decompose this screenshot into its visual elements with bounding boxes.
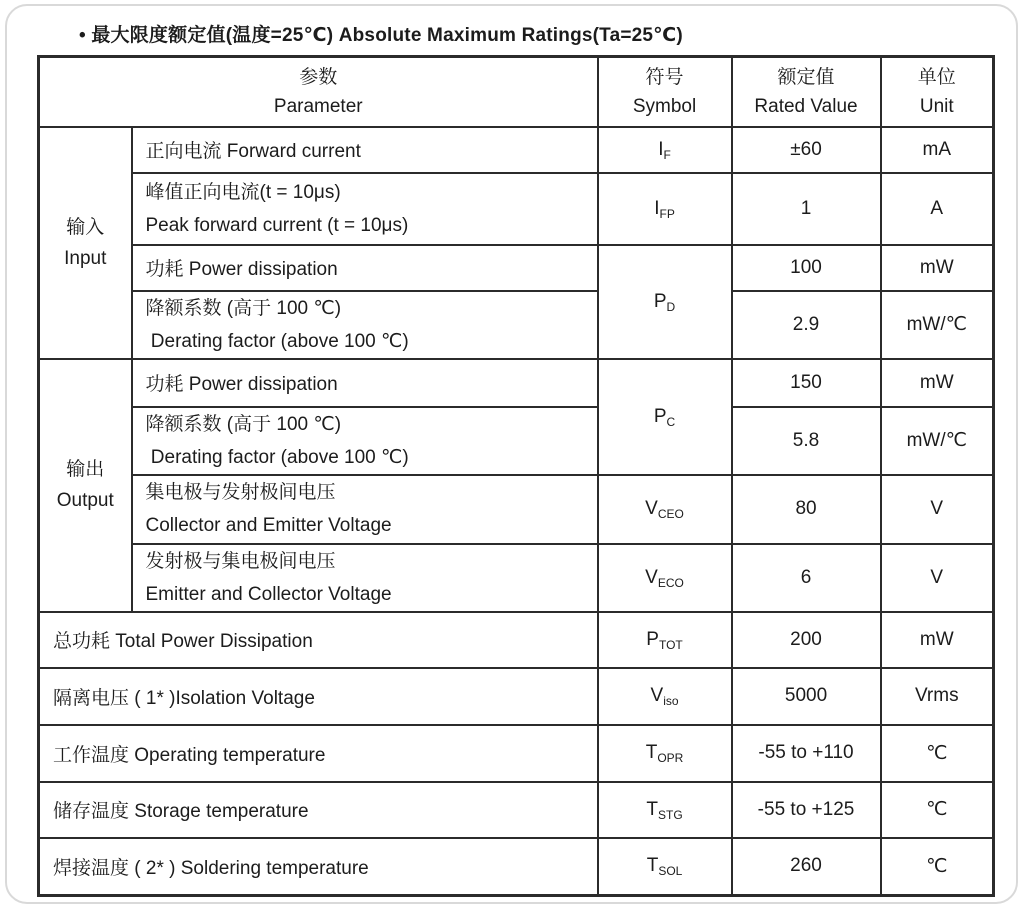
unit-cell: ℃ — [881, 782, 994, 838]
table-header-row — [39, 57, 994, 127]
symbol-subscript: FP — [659, 206, 675, 221]
unit-cell: mA — [881, 127, 994, 173]
symbol-subscript: TOT — [658, 637, 683, 652]
parameter-cell — [39, 782, 598, 838]
col-header-symbol-zh: 符号 — [645, 66, 684, 88]
table-row-input-derating-factor — [39, 291, 994, 359]
table-row-output-derating-factor — [39, 407, 994, 475]
symbol-subscript: SOL — [658, 864, 683, 879]
symbol-subscript: iso — [663, 694, 679, 708]
unit-cell: Vrms — [881, 668, 994, 725]
symbol-base: P — [653, 405, 667, 427]
symbol-cell — [598, 127, 732, 173]
parameter-cell — [39, 668, 598, 725]
unit-cell: ℃ — [881, 838, 994, 896]
unit-cell: mW/℃ — [881, 407, 994, 475]
parameter-text-zh: 降额系数 (高于 100 ℃) — [145, 413, 342, 435]
col-header-unit — [881, 57, 994, 127]
symbol-cell — [598, 668, 732, 725]
table-row-collector-emitter-voltage — [39, 475, 994, 544]
symbol-subscript: F — [663, 147, 671, 162]
symbol-base: P — [653, 290, 667, 312]
group-output-en: Output — [56, 490, 114, 511]
parameter-cell — [132, 359, 598, 407]
table-row-output-power-dissipation — [39, 359, 994, 407]
parameter-text: 隔离电压 ( 1* )Isolation Voltage — [53, 687, 315, 709]
unit-cell: mW — [881, 245, 994, 291]
parameter-text-zh: 发射极与集电极间电压 — [145, 550, 336, 572]
parameter-text: 正向电流 Forward current — [145, 141, 361, 162]
parameter-text-zh: 降额系数 (高于 100 ℃) — [145, 297, 342, 319]
col-header-parameter — [39, 57, 598, 127]
rated-value-cell: 6 — [732, 544, 881, 612]
parameter-cell — [132, 291, 598, 359]
symbol-subscript: ECO — [657, 575, 684, 590]
unit-cell: ℃ — [881, 725, 994, 782]
datasheet-card — [5, 4, 1018, 904]
rated-value-cell: -55 to +110 — [732, 725, 881, 782]
parameter-text-en: Derating factor (above 100 ℃) — [145, 446, 409, 468]
rated-value-cell: 5.8 — [732, 407, 881, 475]
symbol-base: T — [646, 798, 658, 820]
parameter-text: 总功耗 Total Power Dissipation — [53, 631, 313, 652]
parameter-text-en: Collector and Emitter Voltage — [145, 515, 392, 536]
symbol-base: T — [645, 742, 658, 763]
parameter-text-zh: 集电极与发射极间电压 — [145, 482, 336, 503]
col-header-unit-zh: 单位 — [917, 66, 956, 88]
col-header-unit-en: Unit — [919, 95, 954, 117]
symbol-base: T — [646, 855, 659, 877]
rated-value-cell: 80 — [732, 475, 881, 544]
table-row-input-power-dissipation — [39, 245, 994, 291]
symbol-subscript: OPR — [657, 751, 684, 765]
symbol-cell — [598, 725, 732, 782]
parameter-cell — [132, 173, 598, 245]
parameter-cell — [132, 127, 598, 173]
parameter-text: 工作温度 Operating temperature — [53, 744, 326, 766]
table-row-operating-temperature — [39, 725, 994, 782]
parameter-text-en: Emitter and Collector Voltage — [145, 583, 392, 605]
symbol-base: V — [645, 566, 658, 588]
table-row-emitter-collector-voltage — [39, 544, 994, 612]
rated-value-cell: -55 to +125 — [732, 782, 881, 838]
table-row-peak-forward-current — [39, 173, 994, 245]
rated-value-cell: 100 — [732, 245, 881, 291]
rated-value-cell: 260 — [732, 838, 881, 896]
symbol-cell — [598, 612, 732, 668]
symbol-subscript: CEO — [657, 507, 684, 521]
symbol-base: I — [658, 138, 664, 160]
symbol-cell — [598, 782, 732, 838]
parameter-text-zh: 峰值正向电流(t = 10μs) — [145, 181, 341, 203]
symbol-cell-pd — [598, 245, 732, 359]
rated-value-cell: ±60 — [732, 127, 881, 173]
symbol-cell-pc — [598, 359, 732, 475]
symbol-subscript: STG — [657, 807, 683, 822]
parameter-cell — [39, 838, 598, 896]
col-header-parameter-zh: 参数 — [299, 66, 338, 88]
symbol-cell — [598, 173, 732, 245]
col-header-parameter-en: Parameter — [273, 95, 363, 117]
parameter-cell — [132, 245, 598, 291]
col-header-rated-value — [732, 57, 881, 127]
table-row-soldering-temperature — [39, 838, 994, 896]
unit-cell: mW — [881, 612, 994, 668]
parameter-cell — [39, 725, 598, 782]
parameter-text: 焊接温度 ( 2* ) Soldering temperature — [53, 857, 369, 879]
table-row-storage-temperature — [39, 782, 994, 838]
rated-value-cell: 1 — [732, 173, 881, 245]
rated-value-cell: 2.9 — [732, 291, 881, 359]
parameter-cell — [39, 612, 598, 668]
unit-cell: mW/℃ — [881, 291, 994, 359]
symbol-base: V — [645, 498, 658, 519]
unit-cell: V — [881, 475, 994, 544]
group-input-en: Input — [64, 247, 107, 269]
parameter-text-en: Peak forward current (t = 10μs) — [145, 214, 409, 236]
symbol-base: P — [646, 628, 659, 650]
group-cell-output — [39, 359, 132, 612]
group-output-zh: 输出 — [66, 459, 105, 480]
absolute-maximum-ratings-table — [37, 55, 995, 897]
parameter-text: 功耗 Power dissipation — [145, 259, 338, 280]
table-row-forward-current — [39, 127, 994, 173]
symbol-cell — [598, 544, 732, 612]
group-input-zh: 输入 — [66, 216, 105, 238]
col-header-symbol — [598, 57, 732, 127]
col-header-rated-zh: 额定值 — [777, 66, 835, 88]
section-title: • 最大限度额定值(温度=25℃) Absolute Maximum Ratings(Ta=25℃) — [79, 25, 683, 46]
unit-cell: mW — [881, 359, 994, 407]
table-row-total-power-dissipation — [39, 612, 994, 668]
symbol-subscript: C — [666, 414, 676, 429]
parameter-text: 功耗 Power dissipation — [145, 374, 338, 395]
symbol-base: V — [650, 685, 664, 706]
parameter-cell — [132, 407, 598, 475]
symbol-subscript: D — [666, 299, 676, 314]
group-cell-input — [39, 127, 132, 359]
parameter-cell — [132, 475, 598, 544]
table-row-isolation-voltage — [39, 668, 994, 725]
parameter-text: 储存温度 Storage temperature — [53, 801, 309, 822]
rated-value-cell: 200 — [732, 612, 881, 668]
col-header-symbol-en: Symbol — [632, 95, 697, 117]
rated-value-cell: 5000 — [732, 668, 881, 725]
symbol-cell — [598, 838, 732, 896]
parameter-text-en: Derating factor (above 100 ℃) — [145, 330, 409, 352]
parameter-cell — [132, 544, 598, 612]
unit-cell: V — [881, 544, 994, 612]
rated-value-cell: 150 — [732, 359, 881, 407]
unit-cell: A — [881, 173, 994, 245]
symbol-base: I — [654, 197, 660, 219]
symbol-cell — [598, 475, 732, 544]
col-header-rated-en: Rated Value — [754, 95, 858, 117]
